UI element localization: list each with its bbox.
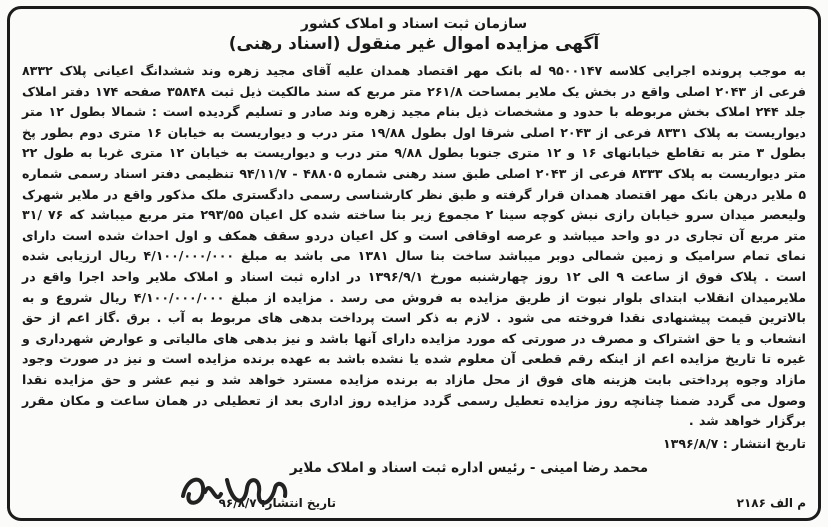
organization-heading: سازمان ثبت اسناد و املاک کشور xyxy=(300,16,528,32)
handwritten-note-mark xyxy=(175,466,295,516)
publication-date-line: تاریخ انتشار : ۱۳۹۶/۸/۷ xyxy=(662,435,806,451)
ad-footer xyxy=(22,492,806,514)
reference-number: م الف ۲۱۸۶ xyxy=(736,496,806,510)
footer-publication-date: تاریخ انتشار: ۹۶/۸/۷ xyxy=(218,496,336,510)
ad-frame xyxy=(7,6,821,521)
signature-line: محمد رضا امینی - رئیس اداره ثبت اسناد و املاک ملایر xyxy=(289,459,649,476)
ad-title: آگهی مزایده اموال غیر منقول (اسناد رهنی) xyxy=(228,34,600,54)
ad-body-text: به موجب پرونده اجرایی کلاسه ۹۵۰۰۱۴۷ له بانک مهر اقتصاد همدان علیه آقای مجید زهره وند ششدانگ اعیانی پلاک ۸۳۳۲ فرعی از ۲۰۴۳ اصلی واقع در بخش یک ملایر بمساحت ۲۶۱/۸ متر مربع که سند مالکیت ذیل ثبت ۳۵۸۴۸ صفحه ۱۷۴ دفتر املاک جلد ۲۴۴ املاک بخش مربوطه با حدود و مشخصات ذیل بنام مجید زهره وند صادر و تسلیم گردیده است : شمالا بطول ۱۲ متر دیواریست به پلاک ۸۳۳۱ فرعی از ۲۰۴۳ اصلی شرقا اول بطول ۱۹/۸۸ متر درب و دیواریست به خیابان ۱۶ متری دوم بطور پخ بطول ۳ متر به تقاطع خیابانهای ۱۶ و ۱۲ متری جنوبا بطول ۹/۸۸ متر درب و دیواریست به خیابان ۱۲ متری غربا به طول ۲۲ متر دیواریست به پلاک ۸۳۳۳ فرعی از ۲۰۴۳ اصلی طبق سند رهنی شماره ۴۸۸۰۵ - ۹۴/۱۱/۷ تنظیمی دفتر اسناد رسمی شماره ۵ ملایر درهن بانک مهر اقتصاد همدان قرار گرفته و طبق نظر کارشناسی رسمی دادگستری ملک مذکور واقع در ملایر شهرک ولیعصر میدان سرو خیابان رازی نبش کوچه سینا ۲ مجموع زیر بنا ساخته شده کل اعیان ۲۹۳/۵۵ متر مربع میباشد که ۷۶ /۳۱ متر مربع آن تجاری در دو واحد میباشد و عرصه اوقافی است و کل اعیان دردو سقف همکف و اول احداث شده است دارای نمای تمام سرامیک و زمین شمالی دوبر میباشد ساخت بنا سال ۱۳۸۱ می باشد به مبلغ ۴/۱۰۰/۰۰۰/۰۰۰ ریال ارزیابی شده است . پلاک فوق از ساعت ۹ الی ۱۲ روز چهارشنبه مورخ ۱۳۹۶/۹/۱ در اداره ثبت اسناد و املاک ملایر واحد اجرا واقع در ملایرمیدان انقلاب ابتدای بلوار نبوت از طریق مزایده به فروش می رسد . مزایده از مبلغ ۴/۱۰۰/۰۰۰/۰۰۰ ریال شروع و به بالاترین قیمت پیشنهادی نقدا فروخته می شود . لازم به ذکر است پرداخت بدهی های مربوط به آب . برق .گاز اعم از حق انشعاب و یا حق اشتراک و مصرف در صورتی که مورد مزایده دارای آنها باشد و نیز بدهی های مالیاتی و عوارض شهرداری و غیره تا تاریخ مزایده اعم از اینکه رقم قطعی آن معلوم شده یا نشده باشد به عهده برنده مزایده است و نیز در صورت وجود مازاد وجوه پرداختی بابت هزینه های فوق از محل مازاد به برنده مزایده مسترد خواهد شد و نیم عشر و حق مزایده نقدا وصول می گردد ضمنا چنانچه روز مزایده تعطیل رسمی گردد مزایده روز اداری بعد از تعطیلی در همان ساعت و مکان مقرر برگزار خواهد شد . xyxy=(22,63,807,429)
